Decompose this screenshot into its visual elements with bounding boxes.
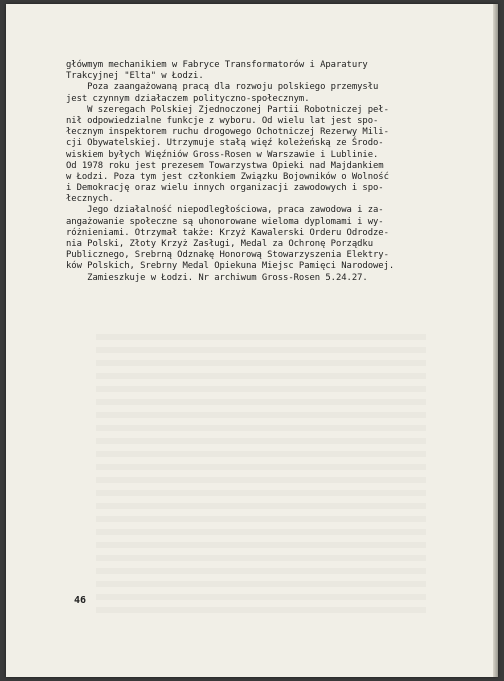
text-line: różnieniami. Otrzymał także: Krzyż Kawalerski Orderu Odrodze- [66,227,389,238]
text-line: ków Polskich, Srebrny Medal Opiekuna Miejsc Pamięci Narodowej. [66,261,395,272]
text-line: angażowanie społeczne są uhonorowane wieloma dyplomami i wy- [66,216,384,227]
text-line: wiskiem byłych Więźniów Gross-Rosen w Warszawie i Lublinie. [66,149,379,160]
text-line: cji Obywatelskiej. Utrzymuje stałą więź koleżeńską ze Środo- [66,138,384,149]
text-line: jest czynnym działaczem polityczno-społecznym. [66,93,310,104]
document-page [6,4,498,677]
text-line: główmym mechanikiem w Fabryce Transformatorów i Aparatury [66,60,368,70]
text-line: Publicznego, Srebrną Odznakę Honorową Stowarzyszenia Elektry- [66,250,389,261]
text-line: nia Polski, Złoty Krzyż Zasługi, Medal za Ochronę Porządku [66,239,374,249]
text-line: Jego działalność niepodległościowa, praca zawodowa i za- [66,205,384,216]
text-line: Poza zaangażowaną pracą dla rozwoju polskiego przemysłu [66,82,379,93]
page-number: 46 [74,595,87,606]
text-line: w Łodzi. Poza tym jest członkiem Związku Bojowników o Wolność [66,171,389,182]
text-line: i Demokrację oraz wielu innych organizacji zawodowych i spo- [66,183,384,194]
text-line: Od 1978 roku jest prezesem Towarzystwa Opieki nad Majdankiem [66,160,384,171]
text-line: Zamieszkuje w Łodzi. Nr archiwum Gross-Rosen 5.24.27. [66,272,368,283]
text-line: łecznym inspektorem ruchu drogowego Ochotniczej Rezerwy Mili- [66,127,389,138]
text-line: W szeregach Polskiej Zjednoczonej Partii Robotniczej peł- [66,104,389,115]
text-line: Trakcyjnej "Elta" w Łodzi. [66,71,204,82]
text-line: nił odpowiedzialne funkcje z wyboru. Od wielu lat jest spo- [66,115,379,126]
text-line: łecznych. [66,194,114,205]
binding-edge [493,4,498,677]
body-text [66,60,486,284]
